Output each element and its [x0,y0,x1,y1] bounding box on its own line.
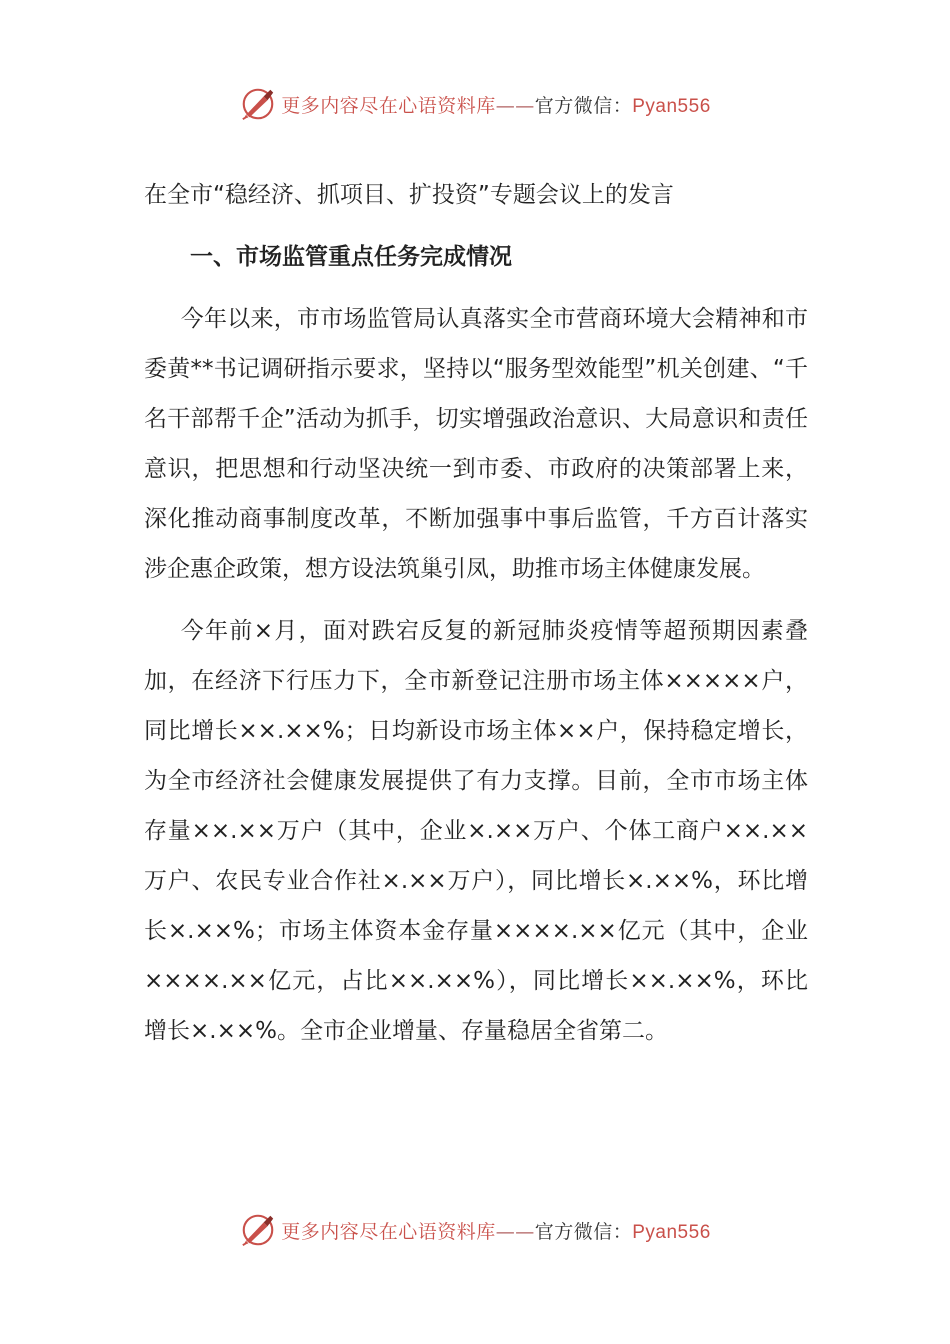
pen-nib-logo-icon [239,1211,277,1249]
document-body [144,170,808,1068]
watermark-wechat-id: Pyan556 [632,1221,711,1243]
footer-watermark [0,1208,950,1252]
paragraph-1: 今年以来，市市场监管局认真落实全市营商环境大会精神和市委黄**书记调研指示要求，坚持以“服务型效能型”机关创建、“千名干部帮千企”活动为抓手，切实增强政治意识、大局意识和责任意识，把思想和行动坚决统一到市委、市政府的决策部署上来，深化推动商事制度改革，不断加强事中事后监管，千方百计落实涉企惠企政策，想方设法筑巢引凤，助推市场主体健康发展。 [144,306,808,582]
watermark-site-text: 更多内容尽在心语资料库 [281,1220,496,1243]
watermark-wechat-label: 官方微信： [534,94,633,117]
watermark-dash: —— [495,94,535,117]
watermark-dash: —— [495,1220,535,1243]
watermark-site-text: 更多内容尽在心语资料库 [281,94,496,117]
watermark-wechat-id: Pyan556 [632,95,711,117]
watermark-text [281,91,711,118]
paragraph-2: 今年前×月，面对跌宕反复的新冠肺炎疫情等超预期因素叠加，在经济下行压力下，全市新登记注册市场主体×××××户，同比增长××.××%；日均新设市场主体××户，保持稳定增长，为全市经济社会健康发展提供了有力支撑。目前，全市市场主体存量××.××万户（其中，企业×.××万户、个体工商户××.××万户、农民专业合作社×.××万户），同比增长×.××%，环比增长×.××%；市场主体资本金存量××××.××亿元（其中，企业××××.××亿元，占比××.××%），同比增长××.××%，环比增长×.××%。全市企业增量、存量稳居全省第二。 [144,618,808,1044]
watermark-wechat-label: 官方微信： [534,1220,633,1243]
header-watermark [0,82,950,126]
pen-nib-logo-icon [239,85,277,123]
document-title: 在全市“稳经济、抓项目、扩投资”专题会议上的发言 [144,182,674,208]
section-heading: 一、市场监管重点任务完成情况 [190,244,512,270]
watermark-text [281,1217,711,1244]
